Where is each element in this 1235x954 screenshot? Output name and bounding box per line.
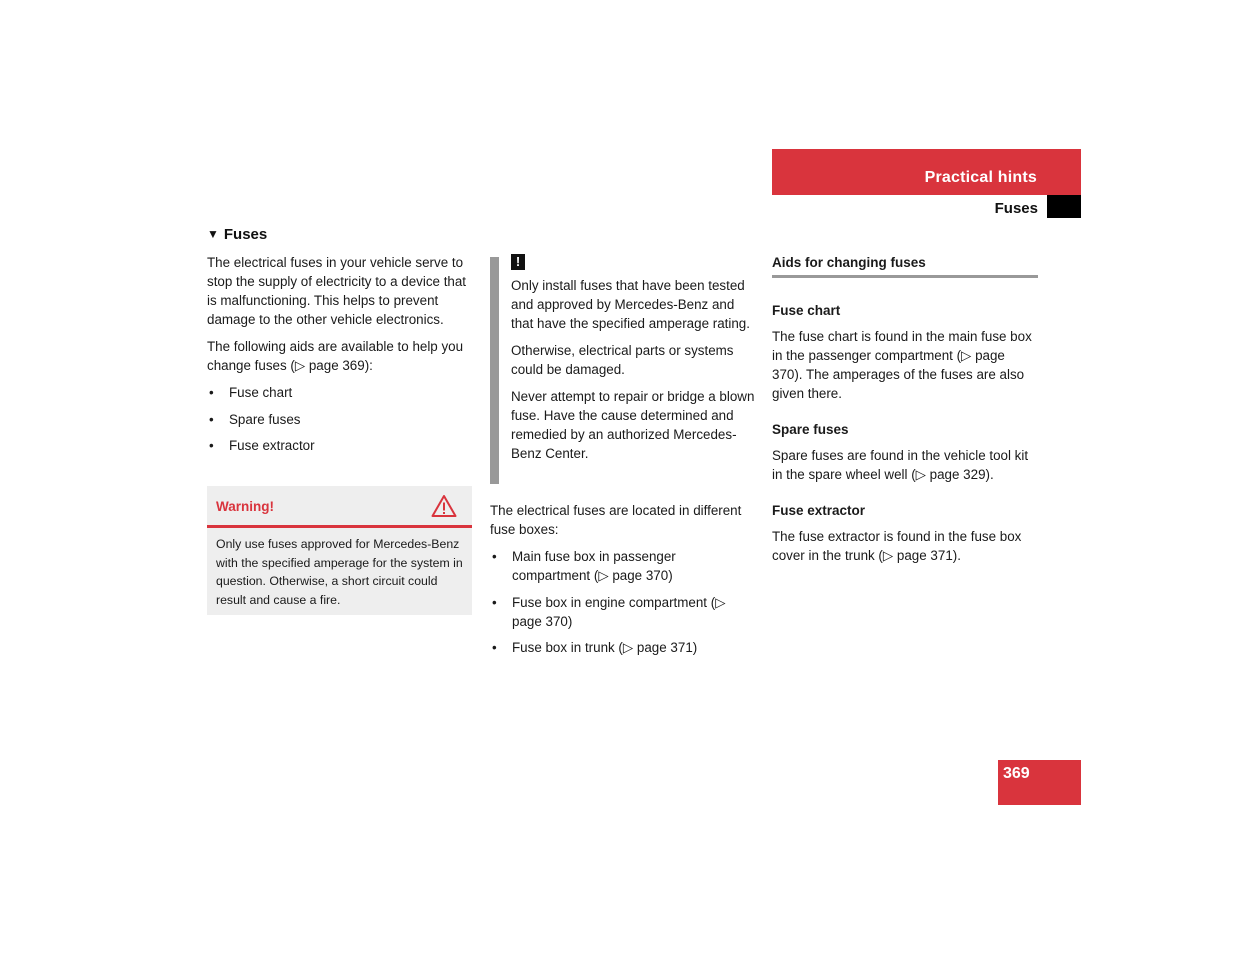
list-item: • Fuse chart bbox=[207, 383, 473, 402]
notice-paragraph: Only install fuses that have been tested and approved by Mercedes-Benz and that have the specified amperage rating. bbox=[511, 278, 750, 331]
list-item: • Fuse box in engine compartment (▷ page 370) bbox=[490, 593, 756, 631]
chapter-title: Practical hints bbox=[924, 169, 1037, 186]
intro-column bbox=[207, 253, 473, 463]
page-number-box bbox=[998, 760, 1081, 805]
warning-box bbox=[207, 486, 472, 615]
warning-text: Only use fuses approved for Mercedes-Benz with the specified amperage for the system in question. Otherwise, a short circuit could result and cause a fire. bbox=[216, 537, 463, 608]
spare-fuses-text: Spare fuses are found in the vehicle tool kit in the spare wheel well (▷ page 329). bbox=[772, 448, 1029, 482]
intro-paragraph: The electrical fuses in your vehicle serve to stop the supply of electricity to a device that is malfunctioning. This helps to prevent damage to the other vehicle electronics. bbox=[207, 255, 467, 327]
section-header-label: Fuses bbox=[994, 200, 1038, 217]
triangle-down-icon: ▼ bbox=[207, 227, 219, 241]
notice-paragraph: Never attempt to repair or bridge a blown fuse. Have the cause determined and remedied by an authorized Mercedes-Benz Center. bbox=[511, 389, 755, 461]
fuse-chart-text: The fuse chart is found in the main fuse box in the passenger compartment (▷ page 370). The amperages of the fuses are also given there. bbox=[772, 329, 1032, 401]
fuse-locations bbox=[490, 501, 756, 665]
notice-side-bar bbox=[490, 257, 499, 484]
warning-label: Warning! bbox=[216, 499, 274, 514]
notice-block bbox=[511, 253, 756, 463]
section-title bbox=[207, 226, 267, 243]
fuse-extractor-text: The fuse extractor is found in the fuse box cover in the trunk (▷ page 371). bbox=[772, 529, 1022, 563]
aids-column bbox=[772, 253, 1038, 565]
page-number: 369 bbox=[1003, 765, 1030, 782]
aids-intro-paragraph: The following aids are available to help you change fuses (▷ page 369): bbox=[207, 339, 464, 373]
warning-header bbox=[207, 486, 472, 528]
section-marker-block bbox=[1047, 195, 1081, 218]
exclamation-icon: ! bbox=[511, 254, 525, 270]
locations-intro: The electrical fuses are located in different fuse boxes: bbox=[490, 503, 742, 537]
fuse-chart-heading: Fuse chart bbox=[772, 303, 841, 318]
list-item: • Spare fuses bbox=[207, 410, 473, 429]
warning-triangle-icon bbox=[431, 494, 457, 518]
list-item: • Main fuse box in passenger compartment (▷ page 370) bbox=[490, 547, 756, 585]
list-item: • Fuse extractor bbox=[207, 436, 473, 455]
section-title-text: Fuses bbox=[223, 226, 268, 243]
fuse-extractor-heading: Fuse extractor bbox=[772, 503, 866, 518]
aids-list bbox=[207, 383, 473, 455]
header-bar bbox=[772, 149, 1081, 195]
spare-fuses-heading: Spare fuses bbox=[772, 422, 849, 437]
notice-paragraph: Otherwise, electrical parts or systems could be damaged. bbox=[511, 343, 734, 377]
aids-title: Aids for changing fuses bbox=[772, 253, 1038, 278]
list-item: • Fuse box in trunk (▷ page 371) bbox=[490, 638, 756, 657]
locations-list bbox=[490, 547, 756, 657]
